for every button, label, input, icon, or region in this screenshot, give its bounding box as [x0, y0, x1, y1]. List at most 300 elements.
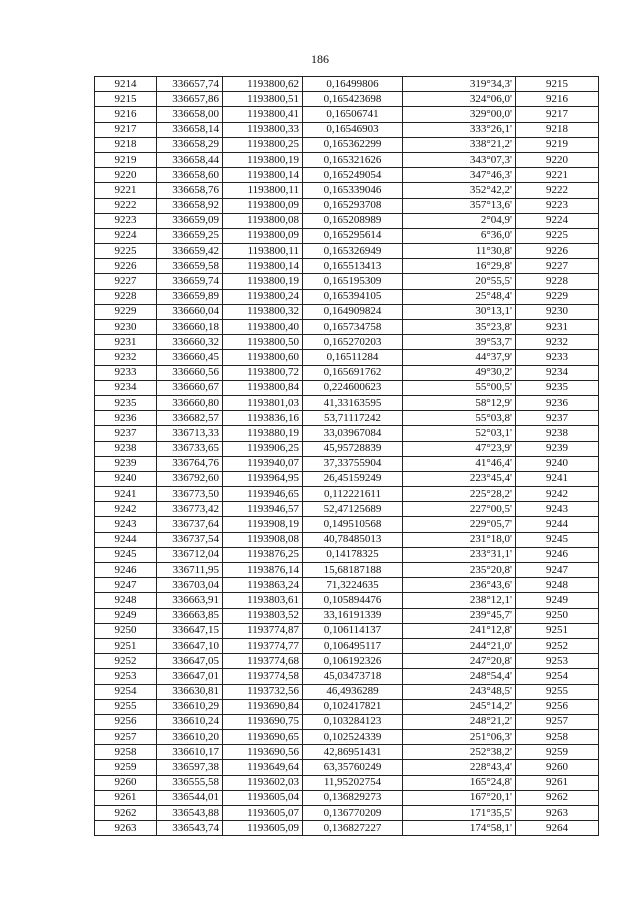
distance-cell: 0,165270203 [303, 335, 403, 350]
y-coordinate-cell: 1193800,19 [223, 152, 303, 167]
table-row [95, 608, 599, 623]
table-row [95, 395, 599, 410]
x-coordinate-cell: 336543,88 [157, 806, 223, 821]
direction-angle-cell: 25°48,4' [403, 289, 516, 304]
next-point-cell: 9249 [516, 593, 599, 608]
x-coordinate-cell: 336773,50 [157, 487, 223, 502]
x-coordinate-cell: 336544,01 [157, 790, 223, 805]
distance-cell: 0,105894476 [303, 593, 403, 608]
point-number-cell: 9219 [95, 152, 157, 167]
distance-cell: 45,95728839 [303, 441, 403, 456]
x-coordinate-cell: 336659,25 [157, 228, 223, 243]
y-coordinate-cell: 1193803,52 [223, 608, 303, 623]
direction-angle-cell: 252°38,2' [403, 745, 516, 760]
direction-angle-cell: 352°42,2' [403, 183, 516, 198]
next-point-cell: 9264 [516, 821, 599, 836]
distance-cell: 0,165293708 [303, 198, 403, 213]
table-row [95, 320, 599, 335]
direction-angle-cell: 49°30,2' [403, 365, 516, 380]
point-number-cell: 9244 [95, 532, 157, 547]
point-number-cell: 9232 [95, 350, 157, 365]
next-point-cell: 9220 [516, 152, 599, 167]
direction-angle-cell: 241°12,8' [403, 623, 516, 638]
x-coordinate-cell: 336658,14 [157, 122, 223, 137]
distance-cell: 0,102417821 [303, 699, 403, 714]
point-number-cell: 9246 [95, 563, 157, 578]
y-coordinate-cell: 1193880,19 [223, 426, 303, 441]
distance-cell: 53,71117242 [303, 411, 403, 426]
next-point-cell: 9236 [516, 395, 599, 410]
next-point-cell: 9250 [516, 608, 599, 623]
point-number-cell: 9230 [95, 320, 157, 335]
point-number-cell: 9216 [95, 107, 157, 122]
point-number-cell: 9221 [95, 183, 157, 198]
direction-angle-cell: 248°54,4' [403, 669, 516, 684]
x-coordinate-cell: 336703,04 [157, 578, 223, 593]
distance-cell: 0,165423698 [303, 92, 403, 107]
table-row [95, 259, 599, 274]
y-coordinate-cell: 1193690,56 [223, 745, 303, 760]
direction-angle-cell: 11°30,8' [403, 244, 516, 259]
direction-angle-cell: 39°53,7' [403, 335, 516, 350]
y-coordinate-cell: 1193649,64 [223, 760, 303, 775]
point-number-cell: 9215 [95, 92, 157, 107]
table-row [95, 654, 599, 669]
table-row [95, 304, 599, 319]
x-coordinate-cell: 336657,86 [157, 92, 223, 107]
next-point-cell: 9263 [516, 806, 599, 821]
next-point-cell: 9262 [516, 790, 599, 805]
direction-angle-cell: 343°07,3' [403, 152, 516, 167]
next-point-cell: 9248 [516, 578, 599, 593]
next-point-cell: 9222 [516, 183, 599, 198]
next-point-cell: 9259 [516, 745, 599, 760]
direction-angle-cell: 357°13,6' [403, 198, 516, 213]
table-row [95, 669, 599, 684]
table-row [95, 137, 599, 152]
y-coordinate-cell: 1193863,24 [223, 578, 303, 593]
table-row [95, 365, 599, 380]
direction-angle-cell: 6°36,0' [403, 228, 516, 243]
x-coordinate-cell: 336658,29 [157, 137, 223, 152]
next-point-cell: 9226 [516, 244, 599, 259]
table-row [95, 684, 599, 699]
distance-cell: 42,86951431 [303, 745, 403, 760]
direction-angle-cell: 167°20,1' [403, 790, 516, 805]
distance-cell: 0,112221611 [303, 487, 403, 502]
point-number-cell: 9251 [95, 638, 157, 653]
next-point-cell: 9251 [516, 623, 599, 638]
direction-angle-cell: 227°00,5' [403, 502, 516, 517]
x-coordinate-cell: 336647,10 [157, 638, 223, 653]
distance-cell: 0,165339046 [303, 183, 403, 198]
next-point-cell: 9260 [516, 760, 599, 775]
x-coordinate-cell: 336659,74 [157, 274, 223, 289]
direction-angle-cell: 30°13,1' [403, 304, 516, 319]
direction-angle-cell: 329°00,0' [403, 107, 516, 122]
next-point-cell: 9229 [516, 289, 599, 304]
x-coordinate-cell: 336792,60 [157, 471, 223, 486]
point-number-cell: 9241 [95, 487, 157, 502]
x-coordinate-cell: 336659,42 [157, 244, 223, 259]
table-row [95, 699, 599, 714]
x-coordinate-cell: 336630,81 [157, 684, 223, 699]
y-coordinate-cell: 1193964,95 [223, 471, 303, 486]
table-row [95, 228, 599, 243]
y-coordinate-cell: 1193800,40 [223, 320, 303, 335]
distance-cell: 0,103284123 [303, 714, 403, 729]
next-point-cell: 9215 [516, 77, 599, 92]
point-number-cell: 9254 [95, 684, 157, 699]
table-row [95, 152, 599, 167]
direction-angle-cell: 235°20,8' [403, 563, 516, 578]
x-coordinate-cell: 336660,18 [157, 320, 223, 335]
next-point-cell: 9261 [516, 775, 599, 790]
table-row [95, 289, 599, 304]
point-number-cell: 9258 [95, 745, 157, 760]
distance-cell: 0,165195309 [303, 274, 403, 289]
point-number-cell: 9239 [95, 456, 157, 471]
point-number-cell: 9248 [95, 593, 157, 608]
y-coordinate-cell: 1193800,14 [223, 259, 303, 274]
distance-cell: 0,165321626 [303, 152, 403, 167]
table-row [95, 274, 599, 289]
table-row [95, 92, 599, 107]
table-row [95, 380, 599, 395]
direction-angle-cell: 174°58,1' [403, 821, 516, 836]
coordinates-table-body [95, 77, 599, 836]
x-coordinate-cell: 336555,58 [157, 775, 223, 790]
y-coordinate-cell: 1193800,11 [223, 183, 303, 198]
next-point-cell: 9216 [516, 92, 599, 107]
x-coordinate-cell: 336660,32 [157, 335, 223, 350]
distance-cell: 0,164909824 [303, 304, 403, 319]
point-number-cell: 9259 [95, 760, 157, 775]
next-point-cell: 9218 [516, 122, 599, 137]
point-number-cell: 9263 [95, 821, 157, 836]
x-coordinate-cell: 336657,74 [157, 77, 223, 92]
y-coordinate-cell: 1193774,77 [223, 638, 303, 653]
x-coordinate-cell: 336737,64 [157, 517, 223, 532]
direction-angle-cell: 55°03,8' [403, 411, 516, 426]
distance-cell: 11,95202754 [303, 775, 403, 790]
y-coordinate-cell: 1193876,14 [223, 563, 303, 578]
table-row [95, 790, 599, 805]
next-point-cell: 9242 [516, 487, 599, 502]
y-coordinate-cell: 1193800,72 [223, 365, 303, 380]
table-row [95, 456, 599, 471]
x-coordinate-cell: 336610,24 [157, 714, 223, 729]
next-point-cell: 9228 [516, 274, 599, 289]
distance-cell: 63,35760249 [303, 760, 403, 775]
table-row [95, 547, 599, 562]
x-coordinate-cell: 336610,20 [157, 730, 223, 745]
distance-cell: 45,03473718 [303, 669, 403, 684]
y-coordinate-cell: 1193908,19 [223, 517, 303, 532]
direction-angle-cell: 44°37,9' [403, 350, 516, 365]
point-number-cell: 9224 [95, 228, 157, 243]
direction-angle-cell: 324°06,0' [403, 92, 516, 107]
point-number-cell: 9214 [95, 77, 157, 92]
y-coordinate-cell: 1193906,25 [223, 441, 303, 456]
y-coordinate-cell: 1193800,09 [223, 198, 303, 213]
direction-angle-cell: 248°21,2' [403, 714, 516, 729]
direction-angle-cell: 236°43,6' [403, 578, 516, 593]
table-row [95, 198, 599, 213]
x-coordinate-cell: 336733,65 [157, 441, 223, 456]
y-coordinate-cell: 1193800,33 [223, 122, 303, 137]
table-row [95, 730, 599, 745]
y-coordinate-cell: 1193605,07 [223, 806, 303, 821]
table-row [95, 107, 599, 122]
y-coordinate-cell: 1193946,57 [223, 502, 303, 517]
next-point-cell: 9254 [516, 669, 599, 684]
y-coordinate-cell: 1193602,03 [223, 775, 303, 790]
direction-angle-cell: 165°24,8' [403, 775, 516, 790]
direction-angle-cell: 239°45,7' [403, 608, 516, 623]
point-number-cell: 9250 [95, 623, 157, 638]
point-number-cell: 9223 [95, 213, 157, 228]
direction-angle-cell: 244°21,0' [403, 638, 516, 653]
table-row [95, 775, 599, 790]
next-point-cell: 9255 [516, 684, 599, 699]
direction-angle-cell: 225°28,2' [403, 487, 516, 502]
page-number: 186 [311, 52, 329, 66]
point-number-cell: 9252 [95, 654, 157, 669]
point-number-cell: 9233 [95, 365, 157, 380]
next-point-cell: 9225 [516, 228, 599, 243]
point-number-cell: 9228 [95, 289, 157, 304]
x-coordinate-cell: 336658,92 [157, 198, 223, 213]
next-point-cell: 9221 [516, 168, 599, 183]
y-coordinate-cell: 1193800,19 [223, 274, 303, 289]
point-number-cell: 9242 [95, 502, 157, 517]
direction-angle-cell: 243°48,5' [403, 684, 516, 699]
direction-angle-cell: 247°20,8' [403, 654, 516, 669]
distance-cell: 33,03967084 [303, 426, 403, 441]
next-point-cell: 9238 [516, 426, 599, 441]
next-point-cell: 9231 [516, 320, 599, 335]
next-point-cell: 9230 [516, 304, 599, 319]
x-coordinate-cell: 336647,15 [157, 623, 223, 638]
direction-angle-cell: 251°06,3' [403, 730, 516, 745]
distance-cell: 15,68187188 [303, 563, 403, 578]
direction-angle-cell: 233°31,1' [403, 547, 516, 562]
y-coordinate-cell: 1193876,25 [223, 547, 303, 562]
table-row [95, 213, 599, 228]
point-number-cell: 9245 [95, 547, 157, 562]
next-point-cell: 9237 [516, 411, 599, 426]
distance-cell: 0,136770209 [303, 806, 403, 821]
x-coordinate-cell: 336658,60 [157, 168, 223, 183]
y-coordinate-cell: 1193690,75 [223, 714, 303, 729]
table-row [95, 335, 599, 350]
table-row [95, 168, 599, 183]
direction-angle-cell: 347°46,3' [403, 168, 516, 183]
next-point-cell: 9233 [516, 350, 599, 365]
next-point-cell: 9245 [516, 532, 599, 547]
x-coordinate-cell: 336658,76 [157, 183, 223, 198]
next-point-cell: 9253 [516, 654, 599, 669]
point-number-cell: 9226 [95, 259, 157, 274]
next-point-cell: 9247 [516, 563, 599, 578]
distance-cell: 0,149510568 [303, 517, 403, 532]
point-number-cell: 9227 [95, 274, 157, 289]
x-coordinate-cell: 336712,04 [157, 547, 223, 562]
next-point-cell: 9232 [516, 335, 599, 350]
distance-cell: 37,33755904 [303, 456, 403, 471]
x-coordinate-cell: 336597,38 [157, 760, 223, 775]
x-coordinate-cell: 336660,67 [157, 380, 223, 395]
table-row [95, 487, 599, 502]
point-number-cell: 9257 [95, 730, 157, 745]
direction-angle-cell: 223°45,4' [403, 471, 516, 486]
y-coordinate-cell: 1193800,32 [223, 304, 303, 319]
point-number-cell: 9231 [95, 335, 157, 350]
direction-angle-cell: 58°12,9' [403, 395, 516, 410]
point-number-cell: 9235 [95, 395, 157, 410]
x-coordinate-cell: 336737,54 [157, 532, 223, 547]
point-number-cell: 9220 [95, 168, 157, 183]
next-point-cell: 9217 [516, 107, 599, 122]
next-point-cell: 9235 [516, 380, 599, 395]
x-coordinate-cell: 336773,42 [157, 502, 223, 517]
point-number-cell: 9247 [95, 578, 157, 593]
distance-cell: 0,16506741 [303, 107, 403, 122]
next-point-cell: 9240 [516, 456, 599, 471]
y-coordinate-cell: 1193800,25 [223, 137, 303, 152]
table-row [95, 578, 599, 593]
point-number-cell: 9240 [95, 471, 157, 486]
y-coordinate-cell: 1193946,65 [223, 487, 303, 502]
next-point-cell: 9252 [516, 638, 599, 653]
x-coordinate-cell: 336658,00 [157, 107, 223, 122]
point-number-cell: 9236 [95, 411, 157, 426]
y-coordinate-cell: 1193774,87 [223, 623, 303, 638]
y-coordinate-cell: 1193800,62 [223, 77, 303, 92]
point-number-cell: 9243 [95, 517, 157, 532]
point-number-cell: 9256 [95, 714, 157, 729]
table-row [95, 563, 599, 578]
table-row [95, 532, 599, 547]
point-number-cell: 9222 [95, 198, 157, 213]
direction-angle-cell: 245°14,2' [403, 699, 516, 714]
direction-angle-cell: 238°12,1' [403, 593, 516, 608]
next-point-cell: 9241 [516, 471, 599, 486]
table-row [95, 441, 599, 456]
distance-cell: 0,165249054 [303, 168, 403, 183]
direction-angle-cell: 319°34,3' [403, 77, 516, 92]
point-number-cell: 9261 [95, 790, 157, 805]
y-coordinate-cell: 1193800,14 [223, 168, 303, 183]
distance-cell: 0,165295614 [303, 228, 403, 243]
point-number-cell: 9229 [95, 304, 157, 319]
point-number-cell: 9238 [95, 441, 157, 456]
direction-angle-cell: 333°26,1' [403, 122, 516, 137]
table-row [95, 426, 599, 441]
table-row [95, 745, 599, 760]
direction-angle-cell: 338°21,2' [403, 137, 516, 152]
distance-cell: 0,136829273 [303, 790, 403, 805]
x-coordinate-cell: 336647,05 [157, 654, 223, 669]
direction-angle-cell: 171°35,5' [403, 806, 516, 821]
table-row [95, 183, 599, 198]
distance-cell: 41,33163595 [303, 395, 403, 410]
x-coordinate-cell: 336659,89 [157, 289, 223, 304]
y-coordinate-cell: 1193800,11 [223, 244, 303, 259]
y-coordinate-cell: 1193940,07 [223, 456, 303, 471]
y-coordinate-cell: 1193801,03 [223, 395, 303, 410]
direction-angle-cell: 228°43,4' [403, 760, 516, 775]
y-coordinate-cell: 1193690,84 [223, 699, 303, 714]
y-coordinate-cell: 1193774,58 [223, 669, 303, 684]
table-row [95, 244, 599, 259]
x-coordinate-cell: 336659,09 [157, 213, 223, 228]
point-number-cell: 9234 [95, 380, 157, 395]
next-point-cell: 9223 [516, 198, 599, 213]
distance-cell: 0,165691762 [303, 365, 403, 380]
distance-cell: 0,16511284 [303, 350, 403, 365]
y-coordinate-cell: 1193732,56 [223, 684, 303, 699]
table-row [95, 593, 599, 608]
point-number-cell: 9260 [95, 775, 157, 790]
y-coordinate-cell: 1193800,08 [223, 213, 303, 228]
x-coordinate-cell: 336660,56 [157, 365, 223, 380]
next-point-cell: 9219 [516, 137, 599, 152]
x-coordinate-cell: 336711,95 [157, 563, 223, 578]
x-coordinate-cell: 336659,58 [157, 259, 223, 274]
x-coordinate-cell: 336713,33 [157, 426, 223, 441]
next-point-cell: 9257 [516, 714, 599, 729]
table-row [95, 760, 599, 775]
coordinates-table [94, 76, 599, 836]
y-coordinate-cell: 1193690,65 [223, 730, 303, 745]
next-point-cell: 9244 [516, 517, 599, 532]
y-coordinate-cell: 1193836,16 [223, 411, 303, 426]
y-coordinate-cell: 1193605,09 [223, 821, 303, 836]
x-coordinate-cell: 336610,29 [157, 699, 223, 714]
y-coordinate-cell: 1193774,68 [223, 654, 303, 669]
table-row [95, 502, 599, 517]
y-coordinate-cell: 1193908,08 [223, 532, 303, 547]
direction-angle-cell: 35°23,8' [403, 320, 516, 335]
distance-cell: 0,16546903 [303, 122, 403, 137]
x-coordinate-cell: 336764,76 [157, 456, 223, 471]
distance-cell: 0,165513413 [303, 259, 403, 274]
y-coordinate-cell: 1193800,50 [223, 335, 303, 350]
table-row [95, 821, 599, 836]
x-coordinate-cell: 336660,45 [157, 350, 223, 365]
y-coordinate-cell: 1193800,84 [223, 380, 303, 395]
direction-angle-cell: 47°23,9' [403, 441, 516, 456]
x-coordinate-cell: 336682,57 [157, 411, 223, 426]
next-point-cell: 9246 [516, 547, 599, 562]
distance-cell: 0,106192326 [303, 654, 403, 669]
distance-cell: 46,4936289 [303, 684, 403, 699]
point-number-cell: 9255 [95, 699, 157, 714]
distance-cell: 0,165362299 [303, 137, 403, 152]
point-number-cell: 9253 [95, 669, 157, 684]
distance-cell: 0,165394105 [303, 289, 403, 304]
direction-angle-cell: 2°04,9' [403, 213, 516, 228]
direction-angle-cell: 20°55,5' [403, 274, 516, 289]
next-point-cell: 9239 [516, 441, 599, 456]
table-row [95, 714, 599, 729]
next-point-cell: 9243 [516, 502, 599, 517]
direction-angle-cell: 52°03,1' [403, 426, 516, 441]
x-coordinate-cell: 336660,80 [157, 395, 223, 410]
distance-cell: 52,47125689 [303, 502, 403, 517]
